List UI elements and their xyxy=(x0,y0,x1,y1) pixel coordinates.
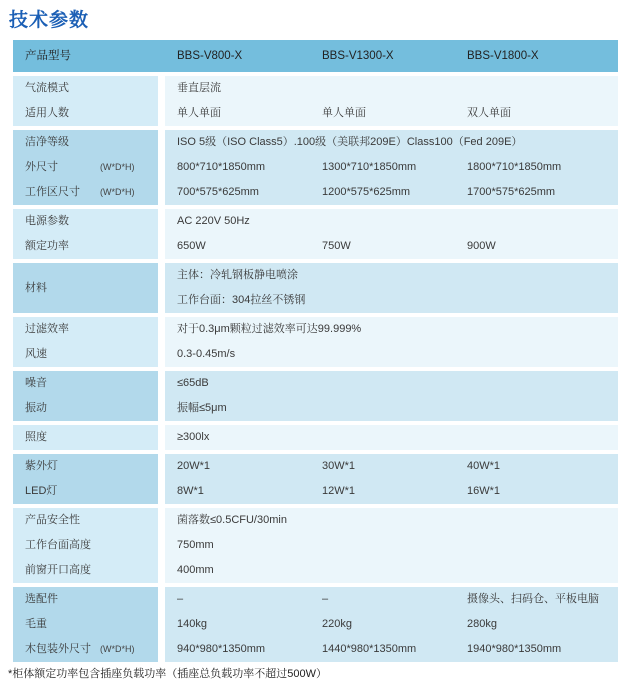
row-value-span xyxy=(165,508,618,533)
row-label xyxy=(13,317,158,342)
row-value-span xyxy=(165,317,618,342)
footnote: *柜体额定功率包含插座负载功率（插座总负载功率不超过500W） xyxy=(8,668,328,680)
row-sublabel: (W*D*H) xyxy=(100,187,135,197)
row-label xyxy=(13,342,158,367)
spec-group-7 xyxy=(13,425,618,450)
row-label-text: 额定功率 xyxy=(25,240,69,252)
value-column xyxy=(165,508,618,583)
label-column xyxy=(13,508,158,583)
row-value-col2: 1300*710*1850mm xyxy=(322,161,417,173)
header-model-3: BBS-V1800-X xyxy=(467,50,539,62)
row-values xyxy=(165,180,618,205)
row-label xyxy=(13,637,158,662)
row-value: ISO 5级（ISO Class5）.100级（美联邦209E）Class100（Fed 209E） xyxy=(177,136,523,148)
row-value-span xyxy=(165,209,618,234)
row-values xyxy=(165,587,618,612)
row-label xyxy=(13,130,158,155)
row-value: 400mm xyxy=(177,564,214,576)
label-column xyxy=(13,371,158,421)
row-label-text: 前窗开口高度 xyxy=(25,564,91,576)
row-value-col3: 1700*575*625mm xyxy=(467,186,556,198)
row-value-col2: – xyxy=(322,593,329,605)
row-label xyxy=(13,558,158,583)
row-label-text: 产品安全性 xyxy=(25,514,80,526)
value-column xyxy=(165,317,618,367)
row-value: ≥300lx xyxy=(177,431,210,443)
row-sublabel: (W*D*H) xyxy=(100,644,135,654)
row-value: 菌落数≤0.5CFU/30min xyxy=(177,514,287,526)
column-separator xyxy=(158,425,165,450)
column-separator xyxy=(158,209,165,259)
row-label xyxy=(13,612,158,637)
row-value-span xyxy=(165,130,618,155)
row-label xyxy=(13,155,158,180)
row-value-col2: 单人单面 xyxy=(322,107,366,119)
row-value-span xyxy=(165,263,618,288)
row-value-col2: 750W xyxy=(322,240,351,252)
row-value-col2: 1200*575*625mm xyxy=(322,186,411,198)
row-values xyxy=(165,637,618,662)
row-value-span xyxy=(165,371,618,396)
row-label-text: 照度 xyxy=(25,431,47,443)
row-value-col1: 8W*1 xyxy=(177,485,204,497)
row-label-text: 过滤效率 xyxy=(25,323,69,335)
row-value-col2: 12W*1 xyxy=(322,485,356,497)
value-column xyxy=(165,263,618,313)
row-label-text: 材料 xyxy=(25,282,47,294)
spec-table xyxy=(13,40,618,662)
spec-group-5 xyxy=(13,317,618,367)
value-column xyxy=(165,130,618,205)
row-label xyxy=(13,396,158,421)
row-label-text: 气流模式 xyxy=(25,82,69,94)
row-value-col3: 16W*1 xyxy=(467,485,501,497)
row-value-col3: 280kg xyxy=(467,618,497,630)
row-label xyxy=(13,263,158,313)
row-value: 750mm xyxy=(177,539,214,551)
row-value-col1: – xyxy=(177,593,184,605)
row-values xyxy=(165,454,618,479)
row-value-col2: 30W*1 xyxy=(322,460,356,472)
row-label-text: LED灯 xyxy=(25,485,58,497)
column-separator xyxy=(158,263,165,313)
row-label-text: 电源参数 xyxy=(25,215,69,227)
spec-group-9 xyxy=(13,508,618,583)
row-value-span xyxy=(165,342,618,367)
label-column xyxy=(13,425,158,450)
row-value-col3: 双人单面 xyxy=(467,107,511,119)
row-label xyxy=(13,587,158,612)
row-label-text: 外尺寸 xyxy=(25,161,58,173)
label-column xyxy=(13,76,158,126)
row-label xyxy=(13,101,158,126)
row-label-text: 工作区尺寸 xyxy=(25,186,80,198)
label-column xyxy=(13,263,158,313)
label-column xyxy=(13,454,158,504)
spec-group-6 xyxy=(13,371,618,421)
row-value-col3: 40W*1 xyxy=(467,460,501,472)
row-values xyxy=(165,101,618,126)
row-value: ≤65dB xyxy=(177,377,209,389)
row-value-col2: 1440*980*1350mm xyxy=(322,643,417,655)
row-label xyxy=(13,76,158,101)
label-column xyxy=(13,209,158,259)
row-label-text: 工作台面高度 xyxy=(25,539,91,551)
row-value: 对于0.3μm颗粒过滤效率可达99.999% xyxy=(177,323,362,335)
spec-group-2 xyxy=(13,130,618,205)
header-model-1: BBS-V800-X xyxy=(177,50,243,62)
row-value-col2: 220kg xyxy=(322,618,352,630)
row-label-text: 木包装外尺寸 xyxy=(25,643,91,655)
row-value: 振幅≤5μm xyxy=(177,402,227,414)
row-label-text: 洁净等级 xyxy=(25,136,69,148)
row-value-col1: 单人单面 xyxy=(177,107,221,119)
value-column xyxy=(165,454,618,504)
column-separator xyxy=(158,454,165,504)
row-label xyxy=(13,508,158,533)
column-separator xyxy=(158,76,165,126)
row-label-text: 振动 xyxy=(25,402,47,414)
row-label-text: 选配件 xyxy=(25,593,58,605)
spec-group-8 xyxy=(13,454,618,504)
spec-group-10 xyxy=(13,587,618,662)
label-column xyxy=(13,130,158,205)
row-values xyxy=(165,234,618,259)
value-column xyxy=(165,371,618,421)
row-label-text: 适用人数 xyxy=(25,107,69,119)
value-column xyxy=(165,76,618,126)
row-label-text: 毛重 xyxy=(25,618,47,630)
page-title: 技术参数 xyxy=(9,10,90,31)
row-value: 垂直层流 xyxy=(177,82,221,94)
row-label xyxy=(13,533,158,558)
row-value-col3: 摄像头、扫码仓、平板电脑 xyxy=(467,593,599,605)
row-value-span xyxy=(165,533,618,558)
spec-group-3 xyxy=(13,209,618,259)
row-value: 主体：冷轧钢板静电喷涂 xyxy=(177,269,298,281)
spec-group-1 xyxy=(13,76,618,126)
row-label xyxy=(13,234,158,259)
row-value-span xyxy=(165,425,618,450)
column-separator xyxy=(158,508,165,583)
row-sublabel: (W*D*H) xyxy=(100,162,135,172)
row-value-span xyxy=(165,76,618,101)
row-label-text: 紫外灯 xyxy=(25,460,58,472)
row-label-text: 噪音 xyxy=(25,377,47,389)
value-column xyxy=(165,209,618,259)
row-values xyxy=(165,155,618,180)
row-value-col1: 700*575*625mm xyxy=(177,186,259,198)
row-value-col3: 900W xyxy=(467,240,496,252)
row-value-span xyxy=(165,288,618,313)
row-label-text: 风速 xyxy=(25,348,47,360)
column-separator xyxy=(158,587,165,662)
table-header-row xyxy=(13,40,618,72)
column-separator xyxy=(158,317,165,367)
row-label xyxy=(13,209,158,234)
row-label xyxy=(13,180,158,205)
row-value-col1: 800*710*1850mm xyxy=(177,161,266,173)
row-value: AC 220V 50Hz xyxy=(177,215,250,227)
spec-group-4 xyxy=(13,263,618,313)
row-value-col1: 20W*1 xyxy=(177,460,211,472)
value-column xyxy=(165,587,618,662)
column-separator xyxy=(158,130,165,205)
row-value-span xyxy=(165,396,618,421)
row-values xyxy=(165,612,618,637)
row-value: 0.3-0.45m/s xyxy=(177,348,236,360)
header-model-2: BBS-V1300-X xyxy=(322,50,394,62)
row-value-col3: 1800*710*1850mm xyxy=(467,161,562,173)
row-label xyxy=(13,425,158,450)
row-value-span xyxy=(165,558,618,583)
value-column xyxy=(165,425,618,450)
label-column xyxy=(13,317,158,367)
column-separator xyxy=(158,371,165,421)
row-label xyxy=(13,479,158,504)
row-label xyxy=(13,454,158,479)
row-label xyxy=(13,371,158,396)
row-value-col3: 1940*980*1350mm xyxy=(467,643,562,655)
row-value: 工作台面：304拉丝不锈钢 xyxy=(177,294,306,306)
row-value-col1: 140kg xyxy=(177,618,207,630)
label-column xyxy=(13,587,158,662)
row-value-col1: 940*980*1350mm xyxy=(177,643,266,655)
header-product-model-label: 产品型号 xyxy=(25,50,71,62)
row-value-col1: 650W xyxy=(177,240,206,252)
row-values xyxy=(165,479,618,504)
